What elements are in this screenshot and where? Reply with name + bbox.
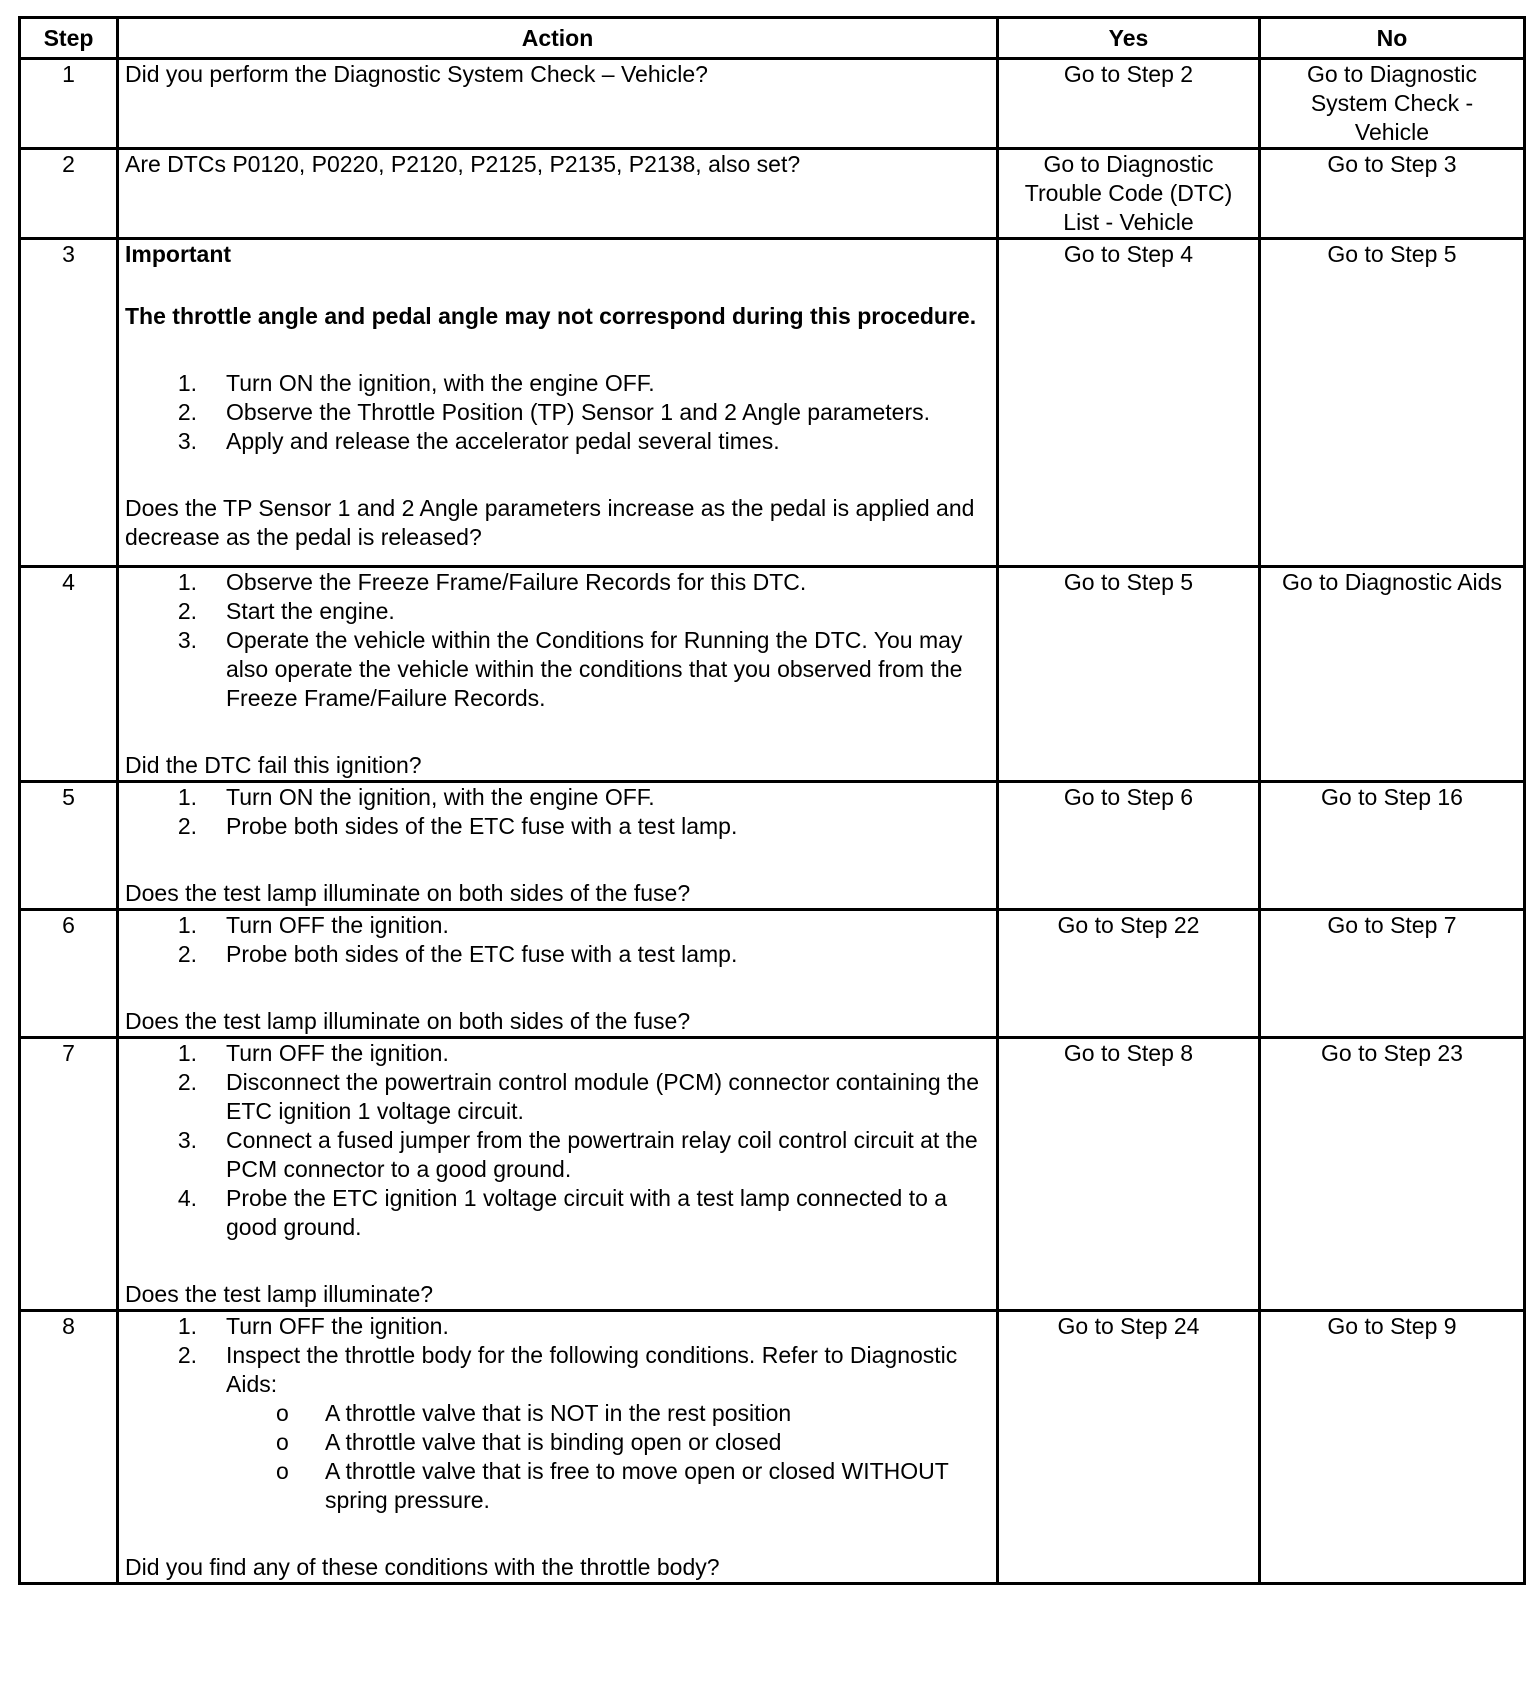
list-item: o A throttle valve that is binding open or closed (276, 1429, 782, 1455)
list-item: 1. Turn OFF the ignition. (177, 1313, 449, 1339)
table-row (20, 567, 1525, 782)
procedure-list (125, 783, 990, 841)
yes-result: Go to Step 5 (998, 567, 1260, 782)
table-row (20, 239, 1525, 567)
no-result: Go to Step 7 (1260, 910, 1525, 1038)
action-cell (118, 1311, 998, 1584)
step-number: 8 (20, 1311, 118, 1584)
no-result: Go to Diagnostic Aids (1260, 567, 1525, 782)
step-number: 5 (20, 782, 118, 910)
list-item: 1. Turn OFF the ignition. (177, 912, 449, 938)
table-row (20, 782, 1525, 910)
header-row (20, 18, 1525, 59)
step-number: 4 (20, 567, 118, 782)
list-item: 3. Apply and release the accelerator pedal several times. (177, 428, 780, 454)
header-yes: Yes (998, 18, 1260, 59)
no-result: Go to Diagnostic System Check - Vehicle (1260, 59, 1525, 149)
list-item: 4. Probe the ETC ignition 1 voltage circuit with a test lamp connected to a good ground. (177, 1185, 948, 1240)
action-question: Did you perform the Diagnostic System Check – Vehicle? (125, 61, 708, 87)
step-number: 1 (20, 59, 118, 149)
no-result: Go to Step 5 (1260, 239, 1525, 567)
action-cell (118, 59, 998, 149)
list-item: 2. Start the engine. (177, 598, 395, 624)
procedure-list (125, 1039, 990, 1242)
condition-list (226, 1399, 990, 1515)
action-cell (118, 1038, 998, 1311)
action-question: Does the TP Sensor 1 and 2 Angle parameters increase as the pedal is applied and decrease as the pedal is released? (125, 495, 975, 550)
table-row (20, 149, 1525, 239)
procedure-list (125, 911, 990, 969)
important-heading: Important (125, 241, 232, 267)
list-item: 3. Operate the vehicle within the Conditions for Running the DTC. You may also operate the vehicle within the conditions that you observed from the Freeze Frame/Failure Records. (177, 627, 963, 711)
action-question: Did the DTC fail this ignition? (125, 752, 422, 778)
list-item: o A throttle valve that is free to move open or closed WITHOUT spring pressure. (276, 1458, 949, 1513)
action-question: Did you find any of these conditions with the throttle body? (125, 1554, 720, 1580)
table-row (20, 1311, 1525, 1584)
action-cell (118, 910, 998, 1038)
header-action: Action (118, 18, 998, 59)
important-note: The throttle angle and pedal angle may not correspond during this procedure. (125, 303, 977, 329)
no-result: Go to Step 23 (1260, 1038, 1525, 1311)
action-cell (118, 149, 998, 239)
action-cell (118, 782, 998, 910)
no-result: Go to Step 16 (1260, 782, 1525, 910)
list-item: 1. Observe the Freeze Frame/Failure Records for this DTC. (177, 569, 807, 595)
list-item: 2. Observe the Throttle Position (TP) Sensor 1 and 2 Angle parameters. (177, 399, 930, 425)
yes-result: Go to Diagnostic Trouble Code (DTC) List - Vehicle (998, 149, 1260, 239)
action-question: Does the test lamp illuminate on both sides of the fuse? (125, 1008, 691, 1034)
yes-result: Go to Step 6 (998, 782, 1260, 910)
list-item: 1. Turn OFF the ignition. (177, 1040, 449, 1066)
step-number: 6 (20, 910, 118, 1038)
yes-result: Go to Step 22 (998, 910, 1260, 1038)
procedure-list (125, 369, 990, 456)
action-question: Does the test lamp illuminate? (125, 1281, 434, 1307)
table-row (20, 910, 1525, 1038)
procedure-list (125, 568, 990, 713)
action-question: Does the test lamp illuminate on both sides of the fuse? (125, 880, 691, 906)
no-result: Go to Step 3 (1260, 149, 1525, 239)
list-item: 2. Probe both sides of the ETC fuse with a test lamp. (177, 813, 738, 839)
action-cell (118, 239, 998, 567)
list-item: 3. Connect a fused jumper from the powertrain relay coil control circuit at the PCM connector to a good ground. (177, 1127, 978, 1182)
list-item: 2. Probe both sides of the ETC fuse with a test lamp. (177, 941, 738, 967)
action-cell (118, 567, 998, 782)
yes-result: Go to Step 2 (998, 59, 1260, 149)
list-item: 1. Turn ON the ignition, with the engine OFF. (177, 370, 655, 396)
list-item: o A throttle valve that is NOT in the rest position (276, 1400, 792, 1426)
table-row (20, 59, 1525, 149)
list-item: 1. Turn ON the ignition, with the engine OFF. (177, 784, 655, 810)
step-number: 2 (20, 149, 118, 239)
step-number: 7 (20, 1038, 118, 1311)
yes-result: Go to Step 8 (998, 1038, 1260, 1311)
header-step: Step (20, 18, 118, 59)
table-row (20, 1038, 1525, 1311)
yes-result: Go to Step 24 (998, 1311, 1260, 1584)
procedure-list (125, 1312, 990, 1515)
list-item: 2. Disconnect the powertrain control module (PCM) connector containing the ETC ignition 1 voltage circuit. (177, 1069, 979, 1124)
step-number: 3 (20, 239, 118, 567)
yes-result: Go to Step 4 (998, 239, 1260, 567)
diagnostic-table (18, 16, 1526, 1585)
list-item: 2. Inspect the throttle body for the following conditions. Refer to Diagnostic Aids: o A throttle valve that is NOT in the rest position o A throttle valve that is binding open or closed o A throttle valve that is free to move open or closed WITHOUT spring pressure. (125, 1341, 990, 1515)
action-question: Are DTCs P0120, P0220, P2120, P2125, P2135, P2138, also set? (125, 151, 801, 177)
header-no: No (1260, 18, 1525, 59)
no-result: Go to Step 9 (1260, 1311, 1525, 1584)
